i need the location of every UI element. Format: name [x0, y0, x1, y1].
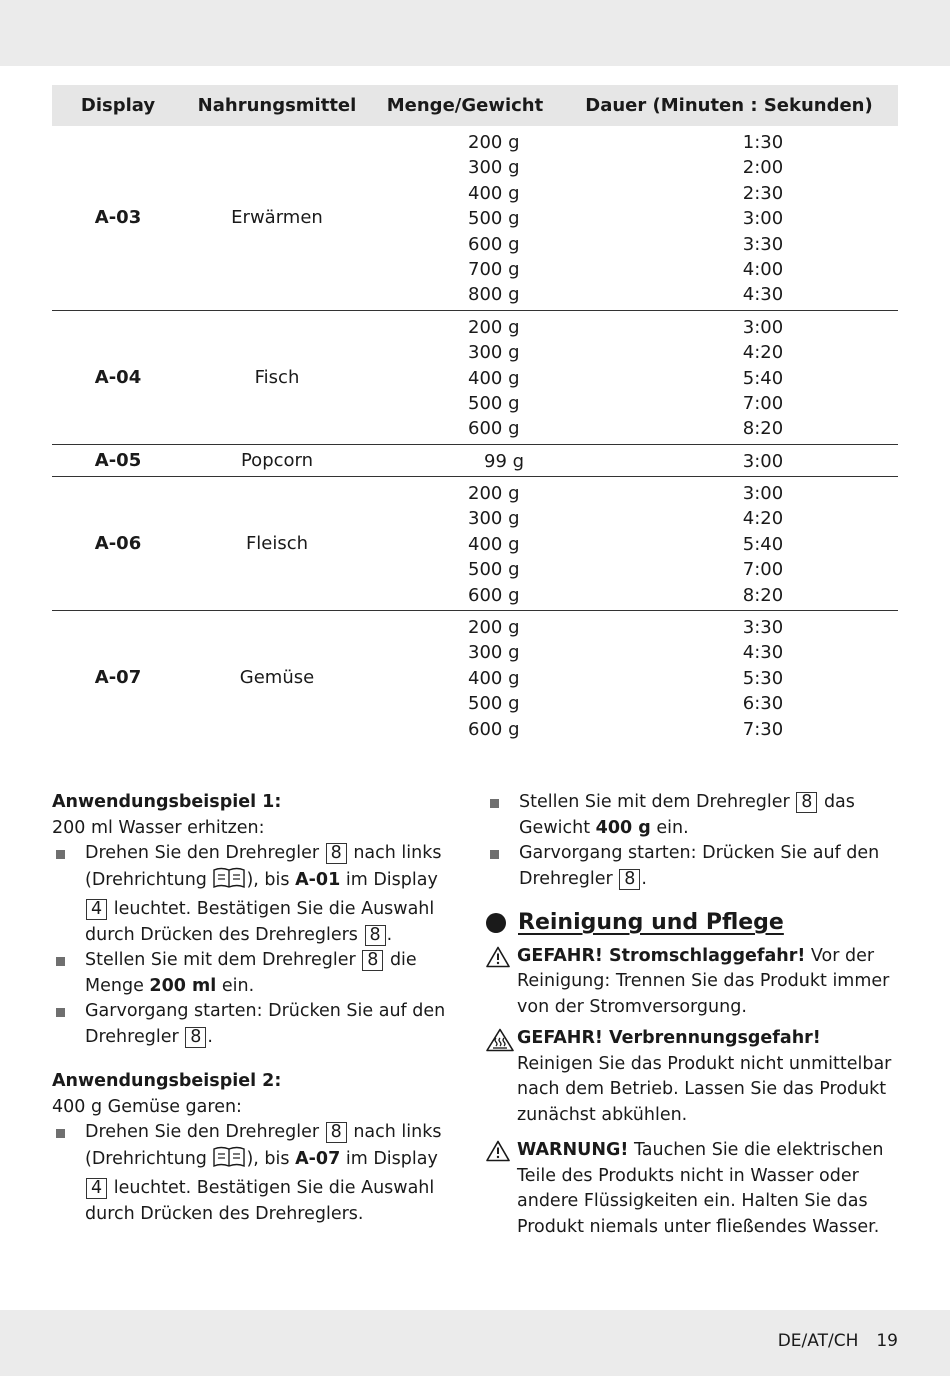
table-row [52, 477, 898, 611]
amount-value: 400 g [468, 667, 520, 689]
duration-value: 3:00 [742, 208, 784, 230]
step-text: . [207, 1026, 213, 1047]
amount-value: 400 g [468, 182, 520, 204]
page-number: 19 [876, 1331, 898, 1351]
header-duration: Dauer (Minuten : Sekunden) [585, 95, 873, 116]
amount-cell [370, 311, 560, 444]
list-item [52, 999, 447, 1050]
amount-value: 300 g [468, 342, 520, 364]
ref-number: 8 [326, 843, 347, 864]
display-code: A-07 [94, 667, 142, 688]
duration-value: 7:00 [742, 392, 784, 414]
duration-value: 3:00 [742, 450, 784, 472]
step-text: das Gewicht [519, 792, 855, 838]
table-row [52, 445, 898, 477]
step-text: ), bis [246, 869, 290, 890]
step-text: im Display [345, 1148, 438, 1169]
display-code: A-03 [94, 207, 142, 229]
warning-label: GEFAHR! Verbrennungsgefahr! [517, 1028, 821, 1048]
header-display: Display [80, 95, 156, 116]
duration-value: 5:40 [742, 367, 784, 389]
ref-number: 8 [362, 950, 383, 971]
duration-value: 4:20 [742, 508, 784, 530]
open-book-icon [212, 867, 246, 898]
table-row [52, 311, 898, 445]
amount-cell [370, 445, 560, 476]
step-text: Stellen Sie mit dem Drehregler [519, 792, 790, 812]
table-row [52, 126, 898, 311]
section-title [486, 910, 898, 936]
duration-value: 4:30 [742, 642, 784, 664]
step-text: Drehen Sie den Drehregler [85, 843, 320, 863]
hot-surface-icon [486, 1028, 514, 1061]
ref-number: 4 [86, 899, 107, 920]
table-body [52, 126, 898, 744]
amount-value: 400 g [468, 367, 520, 389]
program-code: A-01 [295, 869, 341, 890]
duration-cell [560, 311, 898, 444]
warning-text: Reinigen Sie das Produkt nicht unmittelbar nach dem Betrieb. Lassen Sie das Produkt zunächst abkühlen. [517, 1053, 892, 1125]
warning-label: WARNUNG! [517, 1140, 629, 1160]
list-item [486, 790, 898, 841]
header-band [0, 0, 950, 66]
duration-value: 8:20 [742, 584, 784, 606]
food-name: Popcorn [240, 449, 314, 471]
list-item [52, 1120, 447, 1227]
duration-value: 6:30 [742, 693, 784, 715]
duration-value: 5:30 [742, 667, 784, 689]
duration-value: 2:30 [742, 182, 784, 204]
ref-number: 8 [619, 869, 640, 890]
list-item [52, 841, 447, 948]
warning-electric-shock [486, 944, 898, 1021]
food-name: Gemüse [239, 667, 315, 688]
amount-value: 600 g [468, 718, 520, 740]
duration-value: 7:30 [742, 718, 784, 740]
amount-value: 700 g [468, 258, 520, 280]
duration-value: 1:30 [742, 132, 784, 153]
open-book-icon [212, 1146, 246, 1177]
step-text: . [641, 868, 647, 889]
duration-value: 8:20 [742, 418, 784, 440]
list-item [52, 948, 447, 999]
amount-value: 400 g [468, 533, 520, 555]
ref-number: 8 [185, 1027, 206, 1048]
warning-text: Tauchen Sie die elektrischen Teile des Produkts nicht in Wasser oder andere Flüssigkeiten ein. Halten Sie das Produkt niemals unter fließendes Wasser. [517, 1140, 884, 1237]
step-text: ein. [221, 975, 255, 996]
example2-intro: 400 g Gemüse garen: [52, 1096, 242, 1117]
amount-value: 300 g [468, 157, 520, 179]
warning-label: GEFAHR! Stromschlaggefahr! [517, 945, 806, 966]
amount-value: 200 g [468, 483, 520, 505]
warning-water [486, 1138, 898, 1240]
food-name: Erwärmen [231, 207, 323, 229]
right-column [486, 790, 898, 1246]
duration-value: 4:00 [742, 258, 784, 280]
ref-number: 8 [326, 1122, 347, 1143]
warning-triangle-icon [486, 946, 510, 977]
amount-cell [370, 611, 560, 744]
duration-value: 7:00 [742, 559, 784, 581]
region-label: DE/AT/CH [777, 1331, 859, 1351]
amount-value: 600 g [468, 584, 520, 606]
step-text: ), bis [246, 1148, 290, 1169]
page-footer [778, 1331, 898, 1351]
amount-value: 300 g [468, 508, 520, 530]
example1-intro: 200 ml Wasser erhitzen: [52, 817, 265, 838]
amount-cell [370, 126, 560, 310]
list-item [486, 841, 898, 892]
duration-value: 4:30 [742, 284, 784, 306]
ref-number: 8 [796, 792, 817, 813]
example2-title: Anwendungsbeispiel 2: [52, 1071, 282, 1091]
header-amount: Menge/Gewicht [386, 95, 544, 116]
duration-value: 3:00 [742, 483, 784, 505]
example2-steps-continued [486, 790, 898, 892]
step-text: Stellen Sie mit dem Drehregler [85, 950, 356, 970]
amount-value: 600 g [468, 418, 520, 440]
amount-value: 200 ml [149, 975, 217, 996]
duration-value: 5:40 [742, 533, 784, 555]
step-text: leuchtet. Bestätigen Sie die Auswahl durch Drücken des Drehreglers [85, 899, 435, 945]
example1-title: Anwendungsbeispiel 1: [52, 792, 282, 812]
example1-steps [52, 841, 447, 1050]
food-name: Fisch [254, 366, 300, 388]
duration-cell [560, 611, 898, 744]
amount-cell [370, 477, 560, 610]
step-text: nach links (Drehrichtung [85, 843, 442, 890]
program-table [52, 85, 898, 744]
header-food: Nahrungsmittel [197, 95, 357, 116]
section-title-text: Reinigung und Pflege [518, 910, 784, 935]
duration-value: 3:30 [742, 233, 784, 255]
step-text: Garvorgang starten: Drücken Sie auf den Drehregler [519, 843, 880, 889]
amount-value: 200 g [468, 316, 520, 338]
table-row [52, 611, 898, 744]
step-text: Drehen Sie den Drehregler [85, 1122, 320, 1142]
step-text: im Display [345, 869, 438, 890]
amount-value: 400 g [595, 817, 651, 838]
duration-value: 3:00 [742, 316, 784, 338]
left-column [52, 790, 447, 1227]
amount-value: 300 g [468, 642, 520, 664]
duration-value: 3:30 [742, 617, 784, 639]
food-name: Fleisch [245, 533, 309, 555]
duration-cell [560, 445, 898, 476]
duration-value: 4:20 [742, 342, 784, 364]
step-text: leuchtet. Bestätigen Sie die Auswahl durch Drücken des Drehreglers. [85, 1178, 435, 1224]
duration-value: 2:00 [742, 157, 784, 179]
step-text: nach links (Drehrichtung [85, 1122, 442, 1169]
display-code: A-04 [94, 366, 142, 388]
step-text: die Menge [85, 950, 417, 996]
ref-number: 4 [86, 1178, 107, 1199]
duration-cell [560, 477, 898, 610]
ref-number: 8 [365, 925, 386, 946]
amount-value: 600 g [468, 233, 520, 255]
amount-value: 200 g [468, 617, 520, 639]
bullet-dot-icon [486, 913, 506, 933]
amount-value: 200 g [468, 132, 520, 153]
warning-triangle-icon [486, 1140, 510, 1171]
step-text: Garvorgang starten: Drücken Sie auf den Drehregler [85, 1001, 446, 1047]
amount-value: 800 g [468, 284, 520, 306]
warning-burn [486, 1026, 898, 1128]
display-code: A-06 [94, 533, 142, 555]
program-code: A-07 [295, 1148, 341, 1169]
duration-cell [560, 126, 898, 310]
amount-value: 500 g [468, 693, 520, 715]
amount-value: 500 g [468, 392, 520, 414]
example2-steps [52, 1120, 447, 1227]
step-text: . [386, 924, 393, 945]
display-code: A-05 [94, 449, 142, 471]
warning-text: Vor der Reinigung: Trennen Sie das Produkt immer von der Stromversorgung. [517, 945, 890, 1017]
amount-value: 99 g [484, 450, 525, 472]
step-text: ein. [656, 817, 689, 838]
table-header [52, 85, 898, 126]
amount-value: 500 g [468, 559, 520, 581]
amount-value: 500 g [468, 208, 520, 230]
